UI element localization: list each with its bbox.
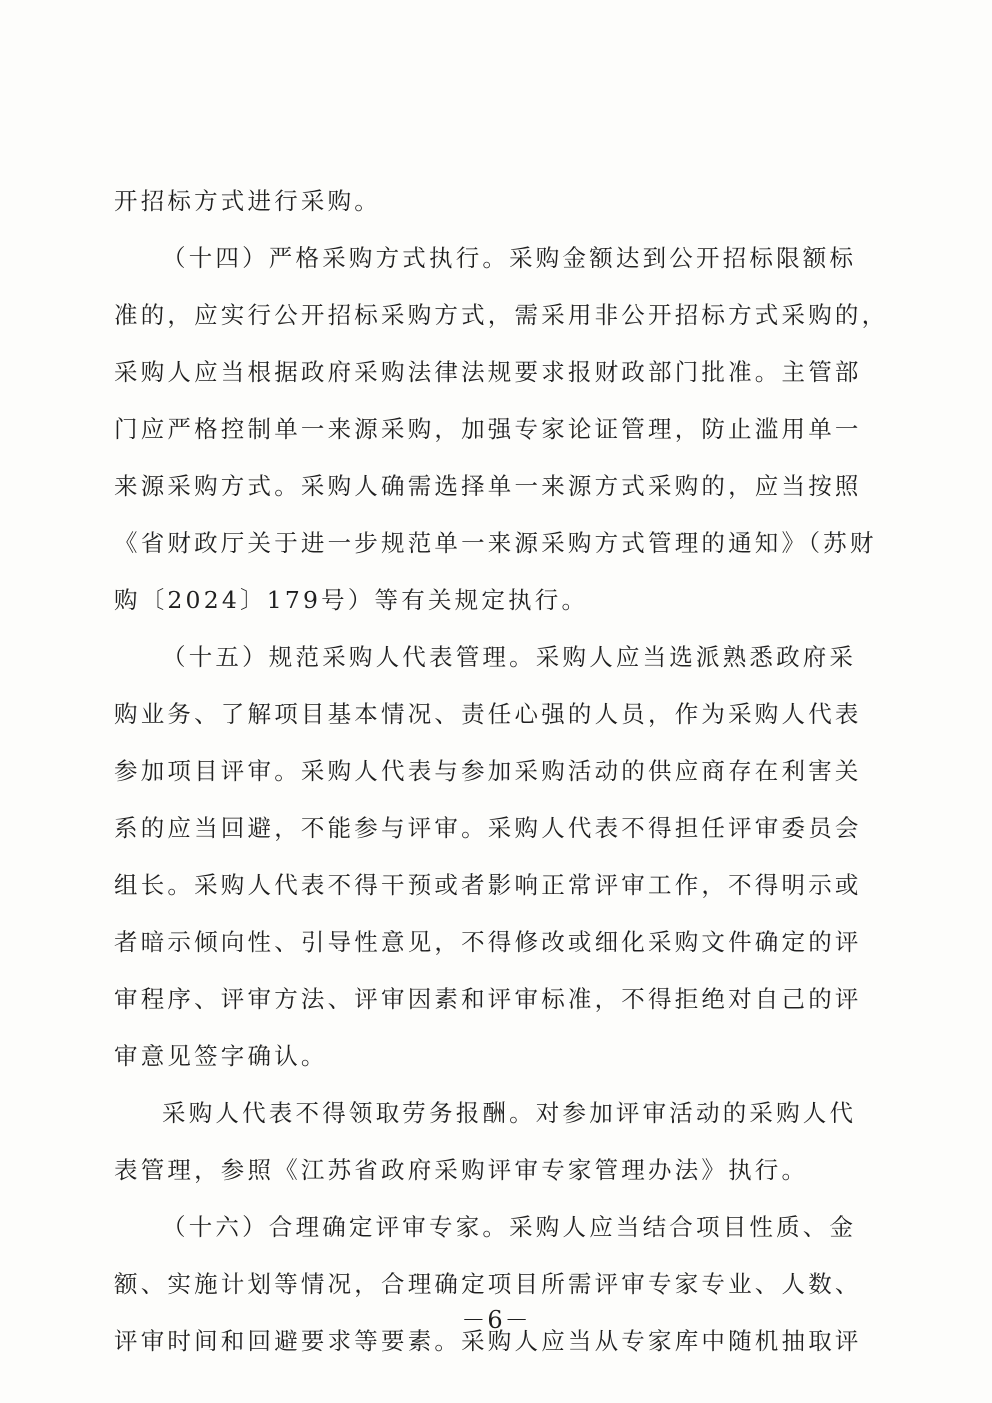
- text-line: （十五）规范采购人代表管理。采购人应当选派熟悉政府采: [162, 643, 857, 671]
- text-line: 购〔2024〕179号）等有关规定执行。: [114, 586, 589, 614]
- text-line: 评审时间和回避要求等要素。采购人应当从专家库中随机抽取评: [114, 1327, 862, 1355]
- text-line: 购业务、了解项目基本情况、责任心强的人员，作为采购人代表: [114, 700, 862, 728]
- text-line: 表管理，参照《江苏省政府采购评审专家管理办法》执行。: [114, 1156, 809, 1184]
- page-number: －6－: [461, 1306, 531, 1334]
- text-line: 采购人代表不得领取劳务报酬。对参加评审活动的采购人代: [162, 1099, 857, 1127]
- text-line: 额、实施计划等情况，合理确定项目所需评审专家专业、人数、: [114, 1270, 862, 1298]
- text-line: 门应严格控制单一来源采购，加强专家论证管理，防止滥用单一: [114, 415, 862, 443]
- text-line: 者暗示倾向性、引导性意见，不得修改或细化采购文件确定的评: [114, 928, 862, 956]
- text-line: （十六）合理确定评审专家。采购人应当结合项目性质、金: [162, 1213, 857, 1241]
- text-line: 审意见签字确认。: [114, 1042, 328, 1070]
- text-line: 参加项目评审。采购人代表与参加采购活动的供应商存在利害关: [114, 757, 862, 785]
- text-line: 采购人应当根据政府采购法律法规要求报财政部门批准。主管部: [114, 358, 862, 386]
- text-line: 来源采购方式。采购人确需选择单一来源方式采购的，应当按照: [114, 472, 862, 500]
- text-line: 审程序、评审方法、评审因素和评审标准，不得拒绝对自己的评: [114, 985, 862, 1013]
- text-line: （十四）严格采购方式执行。采购金额达到公开招标限额标: [162, 244, 857, 272]
- text-line: 准的，应实行公开招标采购方式，需采用非公开招标方式采购的，: [114, 301, 889, 329]
- text-line: 《省财政厅关于进一步规范单一来源采购方式管理的通知》（苏财: [114, 529, 877, 557]
- text-line: 组长。采购人代表不得干预或者影响正常评审工作，不得明示或: [114, 871, 862, 899]
- text-line: 系的应当回避，不能参与评审。采购人代表不得担任评审委员会: [114, 814, 862, 842]
- text-line: 开招标方式进行采购。: [114, 187, 381, 215]
